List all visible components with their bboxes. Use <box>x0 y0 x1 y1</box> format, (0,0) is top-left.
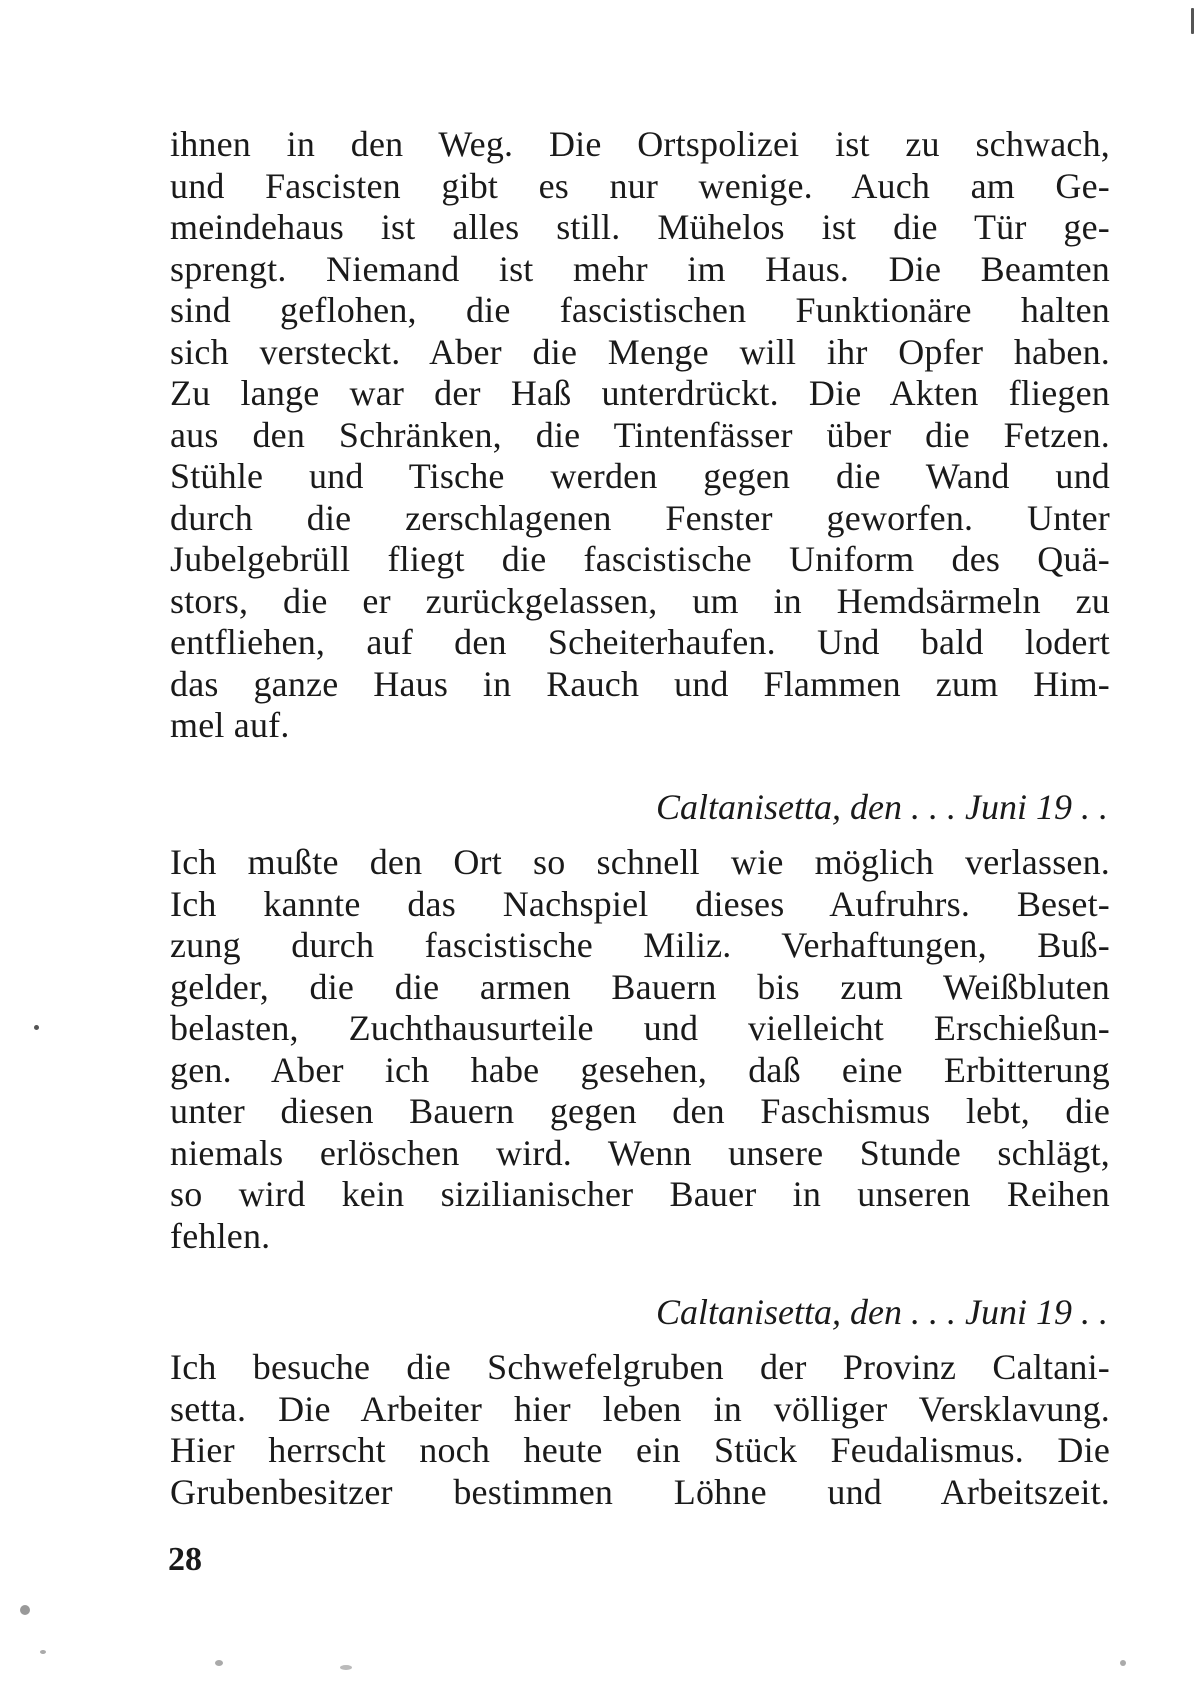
text-line: zung durch fascistische Miliz. Verhaftungen, Buß- <box>170 925 1110 965</box>
text-line: Grubenbesitzer bestimmen Löhne und Arbeitszeit. <box>170 1471 1110 1512</box>
text-line: sind geflohen, die fascistischen Funktionäre halten <box>170 290 1110 330</box>
text-line: gen. Aber ich habe gesehen, daß eine Erbitterung <box>170 1049 1110 1090</box>
text-line: durch die zerschlagenen Fenster geworfen. Unter <box>170 497 1110 538</box>
text-line: Ich besuche die Schwefelgruben der Provinz Caltani- <box>170 1347 1110 1387</box>
scan-speck <box>1120 1660 1126 1666</box>
scan-speck <box>215 1660 223 1666</box>
text-line: niemals erlöschen wird. Wenn unsere Stunde schlägt, <box>170 1132 1110 1173</box>
text-line: sich versteckt. Aber die Menge will ihr Opfer haben. <box>170 331 1110 372</box>
text-line: Ich mußte den Ort so schnell wie möglich verlassen. <box>170 842 1110 882</box>
text-line: das ganze Haus in Rauch und Flammen zum Him- <box>170 663 1110 704</box>
text-line: und Fascisten gibt es nur wenige. Auch am Ge- <box>170 165 1110 206</box>
text-line: Zu lange war der Haß unterdrückt. Die Akten fliegen <box>170 373 1110 413</box>
text-line: entfliehen, auf den Scheiterhaufen. Und bald lodert <box>170 622 1110 662</box>
text-line: so wird kein sizilianischer Bauer in unseren Reihen <box>170 1174 1110 1214</box>
scan-speck <box>34 1025 39 1030</box>
text-line: stors, die er zurückgelassen, um in Hemdsärmeln zu <box>170 580 1110 621</box>
text-line: Hier herrscht noch heute ein Stück Feudalismus. Die <box>170 1430 1110 1470</box>
text-line: ihnen in den Weg. Die Ortspolizei ist zu schwach, <box>170 124 1110 164</box>
scan-speck <box>40 1650 46 1654</box>
page-number: 28 <box>168 1541 202 1578</box>
scan-speck <box>340 1665 352 1670</box>
text-line: mel auf. <box>170 705 290 745</box>
text-line: sprengt. Niemand ist mehr im Haus. Die Beamten <box>170 248 1110 289</box>
text-line: Jubelgebrüll fliegt die fascistische Uniform des Quä- <box>170 539 1110 579</box>
dateline-1: Caltanisetta, den . . . Juni 19 . . <box>656 787 1108 827</box>
scan-speck <box>20 1605 30 1615</box>
text-line: aus den Schränken, die Tintenfässer über die Fetzen. <box>170 414 1110 455</box>
text-line: unter diesen Bauern gegen den Faschismus lebt, die <box>170 1091 1110 1131</box>
paragraph-3 <box>170 1347 1110 1513</box>
text-line: Stühle und Tische werden gegen die Wand und <box>170 456 1110 496</box>
text-line: meindehaus ist alles still. Mühelos ist die Tür ge- <box>170 207 1110 247</box>
text-line: fehlen. <box>170 1215 271 1256</box>
text-line: belasten, Zuchthausurteile und vielleicht Erschießun- <box>170 1008 1110 1048</box>
paragraph-1 <box>170 124 1110 747</box>
paragraph-2 <box>170 842 1110 1257</box>
text-line: Ich kannte das Nachspiel dieses Aufruhrs. Beset- <box>170 883 1110 924</box>
text-line: setta. Die Arbeiter hier leben in völliger Versklavung. <box>170 1388 1110 1429</box>
scan-mark <box>1191 8 1194 34</box>
dateline-2: Caltanisetta, den . . . Juni 19 . . <box>656 1292 1108 1332</box>
text-line: gelder, die die armen Bauern bis zum Weißbluten <box>170 966 1110 1007</box>
